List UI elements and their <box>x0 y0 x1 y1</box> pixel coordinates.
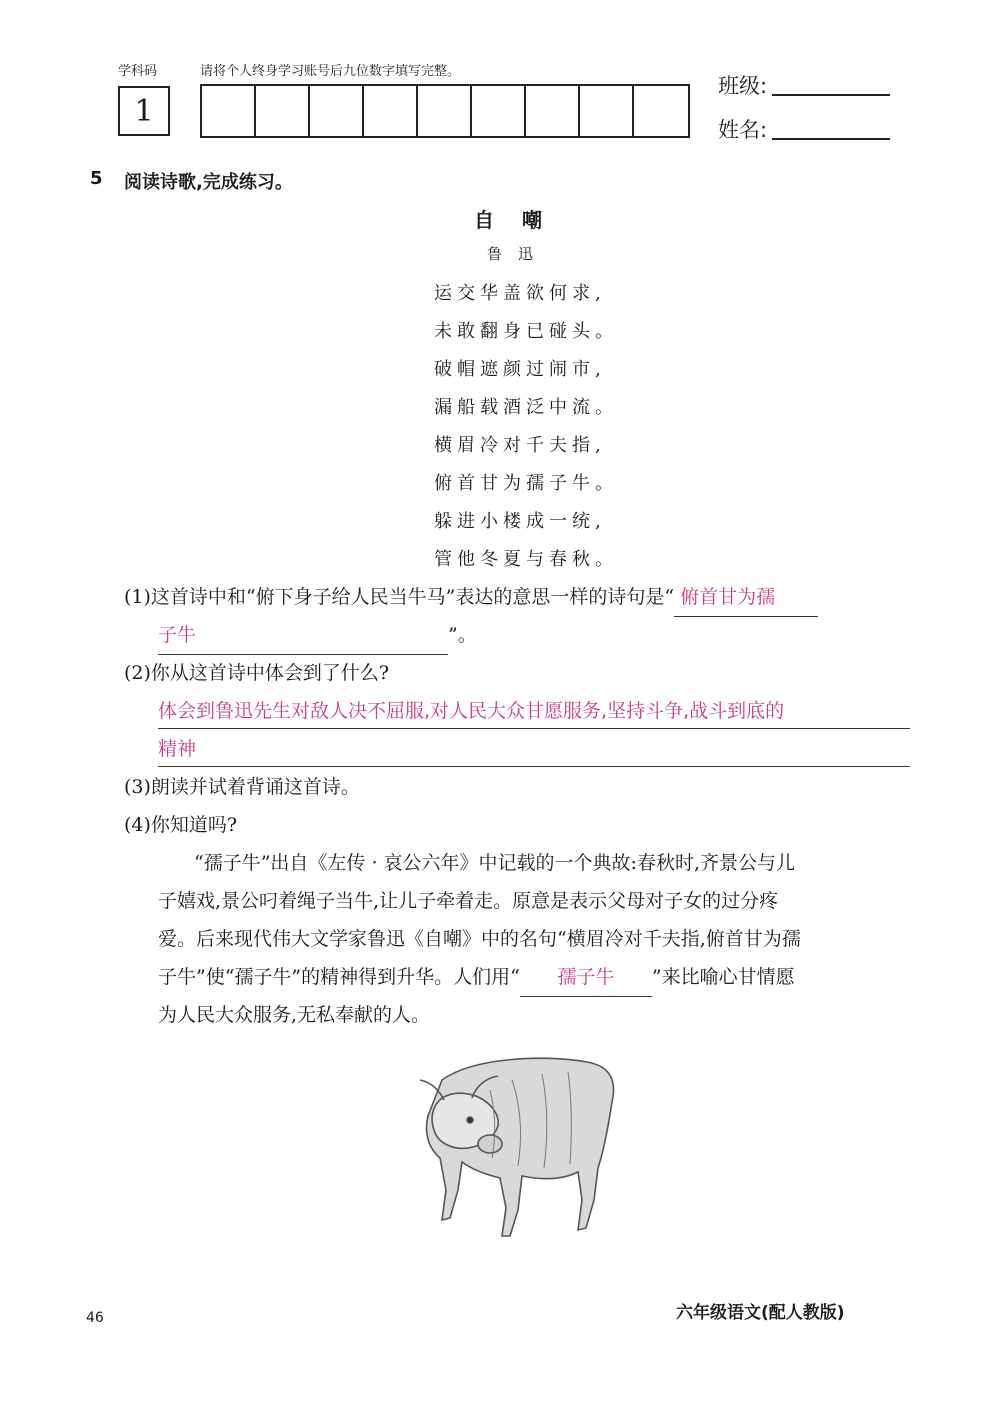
q4-text: ”来比喻心甘情愿 <box>651 966 795 988</box>
poem-line: 躲进小楼成一统, <box>434 511 606 532</box>
subject-code-box: 1 <box>118 86 170 136</box>
poem-line: 未敢翻身已碰头。 <box>434 321 618 342</box>
digit-cell[interactable] <box>526 86 580 136</box>
q3-prompt: (3)朗读并试着背诵这首诗。 <box>124 776 360 798</box>
q1-continuation <box>158 616 477 655</box>
poem-line: 漏船载酒泛中流。 <box>434 397 618 418</box>
q2-answer-line-2: 精神 <box>158 732 910 767</box>
poem-line: 横眉冷对千夫指, <box>434 435 606 456</box>
digit-cell[interactable] <box>256 86 310 136</box>
class-field[interactable] <box>772 68 890 96</box>
ox-illustration <box>372 1040 632 1260</box>
q4-paragraph-line: “孺子牛”出自《左传 · 哀公六年》中记载的一个典故:春秋时,齐景公与儿 <box>194 852 795 874</box>
digit-cell[interactable] <box>364 86 418 136</box>
poem-line: 破帽遮颜过闹市, <box>434 359 606 380</box>
question-number: 5 <box>90 168 103 189</box>
q1-prompt <box>124 578 818 617</box>
account-digit-boxes <box>200 84 690 138</box>
q4-prompt: (4)你知道吗? <box>124 814 238 836</box>
poem-line: 运交华盖欲何求, <box>434 283 606 304</box>
name-field[interactable] <box>772 112 890 140</box>
poem-author: 鲁迅 <box>487 245 550 263</box>
digit-cell[interactable] <box>202 86 256 136</box>
q2-prompt: (2)你从这首诗中体会到了什么? <box>124 662 390 684</box>
q2-answer-line-1: 体会到鲁迅先生对敌人决不屈服,对人民大众甘愿服务,坚持斗争,战斗到底的 <box>158 694 910 729</box>
digit-cell[interactable] <box>580 86 634 136</box>
account-instruction: 请将个人终身学习账号后九位数字填写完整。 <box>200 64 461 79</box>
book-title: 六年级语文(配人教版) <box>676 1303 845 1323</box>
digit-cell[interactable] <box>472 86 526 136</box>
digit-cell[interactable] <box>418 86 472 136</box>
q4-paragraph-line: 爱。后来现代伟大文学家鲁迅《自嘲》中的名句“横眉冷对千夫指,俯首甘为孺 <box>158 928 801 950</box>
q4-paragraph-line <box>158 958 795 997</box>
poem-line: 俯首甘为孺子牛。 <box>434 473 618 494</box>
digit-cell[interactable] <box>634 86 688 136</box>
q1-close: ”。 <box>448 624 477 646</box>
q4-paragraph-line: 为人民大众服务,无私奉献的人。 <box>158 1004 431 1026</box>
page-number: 46 <box>86 1310 104 1326</box>
q4-answer: 孺子牛 <box>520 958 652 997</box>
q1-answer-part-b: 子牛 <box>158 616 448 655</box>
poem-title: 自嘲 <box>474 208 570 232</box>
q4-text: 子牛”使“孺子牛”的精神得到升华。人们用“ <box>158 966 520 988</box>
q1-prompt-text: (1)这首诗中和“俯下身子给人民当牛马”表达的意思一样的诗句是“ <box>124 586 675 608</box>
class-label: 班级: <box>718 74 768 98</box>
q4-paragraph-line: 子嬉戏,景公叼着绳子当牛,让儿子牵着走。原意是表示父母对子女的过分疼 <box>158 890 779 912</box>
digit-cell[interactable] <box>310 86 364 136</box>
q1-answer-part-a: 俯首甘为孺 <box>674 578 818 617</box>
name-label: 姓名: <box>718 118 768 142</box>
poem-line: 管他冬夏与春秋。 <box>434 549 618 570</box>
subject-code-label: 学科码 <box>118 64 158 79</box>
question-title: 阅读诗歌,完成练习。 <box>124 172 293 193</box>
